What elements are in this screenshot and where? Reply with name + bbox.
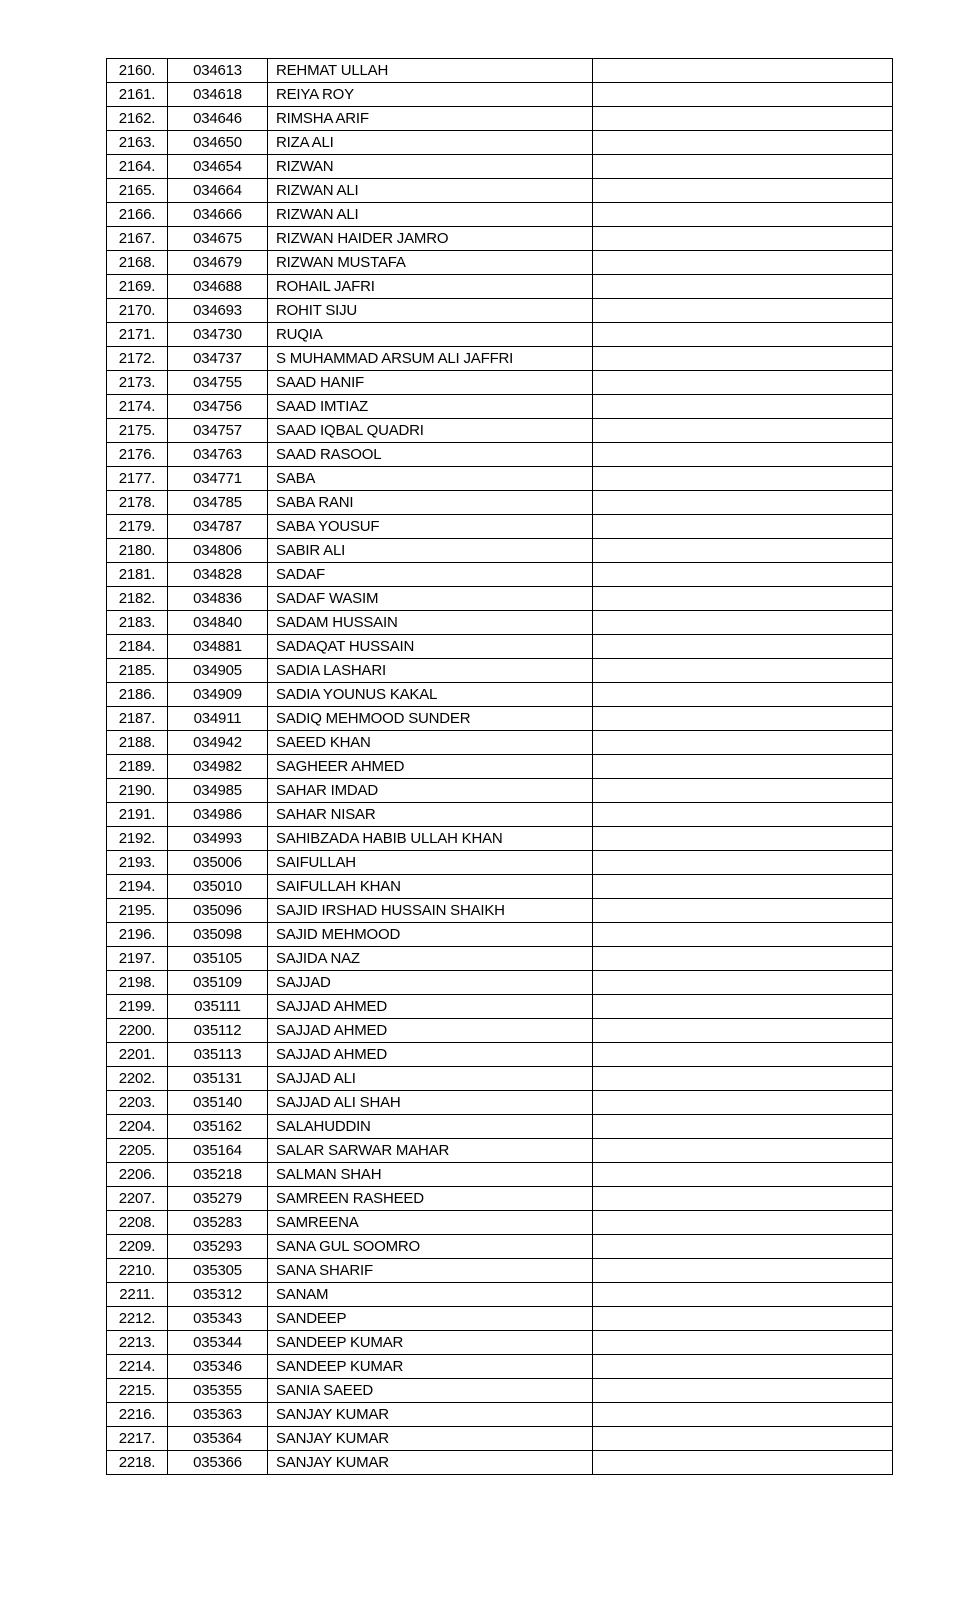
candidate-name-cell: RIZA ALI [268, 131, 593, 155]
table-row [107, 203, 893, 227]
candidate-name-cell: SADAF WASIM [268, 587, 593, 611]
serial-number-cell: 2185. [107, 659, 168, 683]
serial-number-cell: 2172. [107, 347, 168, 371]
table-row [107, 1259, 893, 1283]
candidate-name-cell: RIMSHA ARIF [268, 107, 593, 131]
roll-number-cell: 035096 [168, 899, 268, 923]
serial-number-cell: 2200. [107, 1019, 168, 1043]
roll-number-cell: 034909 [168, 683, 268, 707]
serial-number-cell: 2191. [107, 803, 168, 827]
candidate-name-cell: RIZWAN ALI [268, 203, 593, 227]
candidate-name-cell: SAJIDA NAZ [268, 947, 593, 971]
serial-number-cell: 2218. [107, 1451, 168, 1475]
table-row [107, 995, 893, 1019]
roll-number-cell: 034905 [168, 659, 268, 683]
candidate-name-cell: SAMREENA [268, 1211, 593, 1235]
roll-number-cell: 034613 [168, 59, 268, 83]
blank-cell [593, 179, 893, 203]
blank-cell [593, 1067, 893, 1091]
table-row [107, 971, 893, 995]
blank-cell [593, 1403, 893, 1427]
blank-cell [593, 347, 893, 371]
serial-number-cell: 2168. [107, 251, 168, 275]
table-row [107, 779, 893, 803]
roll-number-cell: 034664 [168, 179, 268, 203]
table-row [107, 539, 893, 563]
blank-cell [593, 1355, 893, 1379]
blank-cell [593, 1187, 893, 1211]
table-row [107, 707, 893, 731]
blank-cell [593, 203, 893, 227]
blank-cell [593, 1211, 893, 1235]
table-row [107, 83, 893, 107]
candidate-name-cell: SANAM [268, 1283, 593, 1307]
serial-number-cell: 2210. [107, 1259, 168, 1283]
table-row [107, 299, 893, 323]
blank-cell [593, 371, 893, 395]
serial-number-cell: 2188. [107, 731, 168, 755]
table-row [107, 1427, 893, 1451]
table-row [107, 947, 893, 971]
table-row [107, 635, 893, 659]
candidate-name-cell: SADAQAT HUSSAIN [268, 635, 593, 659]
blank-cell [593, 131, 893, 155]
serial-number-cell: 2174. [107, 395, 168, 419]
candidate-name-cell: SAJJAD AHMED [268, 995, 593, 1019]
serial-number-cell: 2192. [107, 827, 168, 851]
table-row [107, 1019, 893, 1043]
serial-number-cell: 2181. [107, 563, 168, 587]
roll-number-cell: 035112 [168, 1019, 268, 1043]
candidate-name-cell: SAEED KHAN [268, 731, 593, 755]
candidate-name-cell: SAJJAD ALI [268, 1067, 593, 1091]
serial-number-cell: 2187. [107, 707, 168, 731]
serial-number-cell: 2214. [107, 1355, 168, 1379]
blank-cell [593, 1307, 893, 1331]
blank-cell [593, 563, 893, 587]
candidate-name-cell: SAJID IRSHAD HUSSAIN SHAIKH [268, 899, 593, 923]
roll-number-cell: 034693 [168, 299, 268, 323]
candidate-name-cell: SAAD IQBAL QUADRI [268, 419, 593, 443]
serial-number-cell: 2167. [107, 227, 168, 251]
table-row [107, 1307, 893, 1331]
candidate-name-cell: SABA YOUSUF [268, 515, 593, 539]
roll-number-cell: 035346 [168, 1355, 268, 1379]
candidate-name-cell: SALAR SARWAR MAHAR [268, 1139, 593, 1163]
roll-number-cell: 034787 [168, 515, 268, 539]
serial-number-cell: 2169. [107, 275, 168, 299]
serial-number-cell: 2186. [107, 683, 168, 707]
roll-number-cell: 034911 [168, 707, 268, 731]
blank-cell [593, 1139, 893, 1163]
table-row [107, 587, 893, 611]
blank-cell [593, 1331, 893, 1355]
candidate-name-cell: ROHAIL JAFRI [268, 275, 593, 299]
roll-number-cell: 034771 [168, 467, 268, 491]
serial-number-cell: 2164. [107, 155, 168, 179]
serial-number-cell: 2184. [107, 635, 168, 659]
blank-cell [593, 707, 893, 731]
blank-cell [593, 323, 893, 347]
blank-cell [593, 467, 893, 491]
candidate-name-cell: SANJAY KUMAR [268, 1427, 593, 1451]
serial-number-cell: 2160. [107, 59, 168, 83]
blank-cell [593, 251, 893, 275]
roll-number-cell: 034881 [168, 635, 268, 659]
candidate-name-cell: SADIA YOUNUS KAKAL [268, 683, 593, 707]
blank-cell [593, 107, 893, 131]
table-row [107, 395, 893, 419]
serial-number-cell: 2202. [107, 1067, 168, 1091]
roll-number-cell: 034840 [168, 611, 268, 635]
table-row [107, 683, 893, 707]
candidate-name-cell: RIZWAN MUSTAFA [268, 251, 593, 275]
table-row [107, 1067, 893, 1091]
roll-number-cell: 035131 [168, 1067, 268, 1091]
table-row [107, 899, 893, 923]
candidate-name-cell: SANDEEP KUMAR [268, 1331, 593, 1355]
serial-number-cell: 2197. [107, 947, 168, 971]
candidate-name-cell: SABA [268, 467, 593, 491]
roll-number-cell: 035344 [168, 1331, 268, 1355]
candidate-name-cell: REHMAT ULLAH [268, 59, 593, 83]
blank-cell [593, 779, 893, 803]
blank-cell [593, 947, 893, 971]
roll-number-cell: 035010 [168, 875, 268, 899]
candidate-name-cell: SADAF [268, 563, 593, 587]
serial-number-cell: 2189. [107, 755, 168, 779]
blank-cell [593, 635, 893, 659]
table-row [107, 1235, 893, 1259]
table-row [107, 827, 893, 851]
candidate-name-cell: SANA SHARIF [268, 1259, 593, 1283]
roll-number-cell: 035098 [168, 923, 268, 947]
table-row [107, 875, 893, 899]
table-row [107, 443, 893, 467]
serial-number-cell: 2205. [107, 1139, 168, 1163]
candidate-name-cell: SAJJAD ALI SHAH [268, 1091, 593, 1115]
blank-cell [593, 275, 893, 299]
serial-number-cell: 2193. [107, 851, 168, 875]
blank-cell [593, 59, 893, 83]
table-row [107, 131, 893, 155]
blank-cell [593, 1163, 893, 1187]
serial-number-cell: 2215. [107, 1379, 168, 1403]
blank-cell [593, 227, 893, 251]
blank-cell [593, 83, 893, 107]
roll-number-cell: 035364 [168, 1427, 268, 1451]
blank-cell [593, 1091, 893, 1115]
roll-number-cell: 035366 [168, 1451, 268, 1475]
blank-cell [593, 659, 893, 683]
serial-number-cell: 2203. [107, 1091, 168, 1115]
table-row [107, 1091, 893, 1115]
roll-number-cell: 034755 [168, 371, 268, 395]
serial-number-cell: 2190. [107, 779, 168, 803]
roll-number-cell: 035343 [168, 1307, 268, 1331]
table-row [107, 419, 893, 443]
candidate-name-cell: ROHIT SIJU [268, 299, 593, 323]
candidate-name-cell: SAAD IMTIAZ [268, 395, 593, 419]
serial-number-cell: 2211. [107, 1283, 168, 1307]
roll-number-cell: 035140 [168, 1091, 268, 1115]
roll-number-cell: 035113 [168, 1043, 268, 1067]
blank-cell [593, 1235, 893, 1259]
blank-cell [593, 683, 893, 707]
roll-number-cell: 034688 [168, 275, 268, 299]
candidate-name-cell: RIZWAN HAIDER JAMRO [268, 227, 593, 251]
candidate-name-cell: SANDEEP KUMAR [268, 1355, 593, 1379]
serial-number-cell: 2162. [107, 107, 168, 131]
blank-cell [593, 1427, 893, 1451]
candidate-name-cell: SAIFULLAH [268, 851, 593, 875]
table-row [107, 923, 893, 947]
blank-cell [593, 1451, 893, 1475]
table-row [107, 851, 893, 875]
candidate-name-cell: SALAHUDDIN [268, 1115, 593, 1139]
blank-cell [593, 803, 893, 827]
candidate-name-cell: SAJJAD AHMED [268, 1043, 593, 1067]
roll-number-cell: 034836 [168, 587, 268, 611]
table-row [107, 659, 893, 683]
roll-number-cell: 034986 [168, 803, 268, 827]
table-row [107, 731, 893, 755]
roll-number-cell: 035109 [168, 971, 268, 995]
table-row [107, 275, 893, 299]
blank-cell [593, 539, 893, 563]
table-row [107, 251, 893, 275]
table-row [107, 1283, 893, 1307]
table-row [107, 1331, 893, 1355]
table-row [107, 563, 893, 587]
table-row [107, 1187, 893, 1211]
roll-number-cell: 035162 [168, 1115, 268, 1139]
serial-number-cell: 2213. [107, 1331, 168, 1355]
blank-cell [593, 923, 893, 947]
roll-number-cell: 034993 [168, 827, 268, 851]
table-row [107, 1451, 893, 1475]
candidate-name-cell: SANIA SAEED [268, 1379, 593, 1403]
roll-number-cell: 034730 [168, 323, 268, 347]
candidate-name-cell: S MUHAMMAD ARSUM ALI JAFFRI [268, 347, 593, 371]
serial-number-cell: 2208. [107, 1211, 168, 1235]
serial-number-cell: 2216. [107, 1403, 168, 1427]
table-row [107, 491, 893, 515]
roll-number-cell: 034785 [168, 491, 268, 515]
serial-number-cell: 2196. [107, 923, 168, 947]
serial-number-cell: 2166. [107, 203, 168, 227]
blank-cell [593, 611, 893, 635]
serial-number-cell: 2199. [107, 995, 168, 1019]
table-row [107, 611, 893, 635]
candidate-name-cell: SAAD HANIF [268, 371, 593, 395]
candidate-name-cell: SAHAR NISAR [268, 803, 593, 827]
blank-cell [593, 419, 893, 443]
candidate-name-cell: REIYA ROY [268, 83, 593, 107]
blank-cell [593, 587, 893, 611]
blank-cell [593, 1259, 893, 1283]
document-page [106, 58, 893, 1475]
blank-cell [593, 971, 893, 995]
serial-number-cell: 2175. [107, 419, 168, 443]
table-row [107, 1163, 893, 1187]
blank-cell [593, 827, 893, 851]
roll-number-cell: 035355 [168, 1379, 268, 1403]
roll-number-cell: 035363 [168, 1403, 268, 1427]
serial-number-cell: 2179. [107, 515, 168, 539]
blank-cell [593, 155, 893, 179]
blank-cell [593, 875, 893, 899]
serial-number-cell: 2163. [107, 131, 168, 155]
table-row [107, 755, 893, 779]
roll-number-cell: 034828 [168, 563, 268, 587]
candidate-name-cell: SAJJAD AHMED [268, 1019, 593, 1043]
roll-number-cell: 034757 [168, 419, 268, 443]
serial-number-cell: 2180. [107, 539, 168, 563]
candidate-name-cell: SADAM HUSSAIN [268, 611, 593, 635]
roll-number-cell: 035111 [168, 995, 268, 1019]
candidate-name-cell: RIZWAN [268, 155, 593, 179]
candidate-name-cell: SAHIBZADA HABIB ULLAH KHAN [268, 827, 593, 851]
roll-number-cell: 035279 [168, 1187, 268, 1211]
roll-number-cell: 034737 [168, 347, 268, 371]
serial-number-cell: 2170. [107, 299, 168, 323]
blank-cell [593, 299, 893, 323]
table-row [107, 179, 893, 203]
roll-number-cell: 034942 [168, 731, 268, 755]
roll-number-cell: 034679 [168, 251, 268, 275]
blank-cell [593, 1019, 893, 1043]
table-row [107, 1403, 893, 1427]
serial-number-cell: 2161. [107, 83, 168, 107]
serial-number-cell: 2194. [107, 875, 168, 899]
table-row [107, 347, 893, 371]
table-row [107, 371, 893, 395]
roll-number-cell: 034666 [168, 203, 268, 227]
table-row [107, 59, 893, 83]
roll-number-cell: 034650 [168, 131, 268, 155]
candidate-name-cell: SAAD RASOOL [268, 443, 593, 467]
candidate-name-cell: SAHAR IMDAD [268, 779, 593, 803]
roll-number-cell: 034985 [168, 779, 268, 803]
candidate-name-cell: RIZWAN ALI [268, 179, 593, 203]
table-row [107, 1355, 893, 1379]
blank-cell [593, 443, 893, 467]
roll-number-cell: 034654 [168, 155, 268, 179]
blank-cell [593, 395, 893, 419]
roll-number-cell: 034806 [168, 539, 268, 563]
blank-cell [593, 1283, 893, 1307]
blank-cell [593, 995, 893, 1019]
table-row [107, 107, 893, 131]
roll-number-cell: 035305 [168, 1259, 268, 1283]
serial-number-cell: 2178. [107, 491, 168, 515]
table-row [107, 227, 893, 251]
roster-table-body [107, 59, 893, 1475]
blank-cell [593, 515, 893, 539]
table-row [107, 515, 893, 539]
roll-number-cell: 035105 [168, 947, 268, 971]
serial-number-cell: 2182. [107, 587, 168, 611]
roll-number-cell: 034618 [168, 83, 268, 107]
table-row [107, 1211, 893, 1235]
serial-number-cell: 2212. [107, 1307, 168, 1331]
roll-number-cell: 034646 [168, 107, 268, 131]
table-row [107, 803, 893, 827]
table-row [107, 1379, 893, 1403]
candidate-name-cell: SAJID MEHMOOD [268, 923, 593, 947]
blank-cell [593, 755, 893, 779]
blank-cell [593, 899, 893, 923]
blank-cell [593, 851, 893, 875]
serial-number-cell: 2183. [107, 611, 168, 635]
roll-number-cell: 035283 [168, 1211, 268, 1235]
candidate-name-cell: SAGHEER AHMED [268, 755, 593, 779]
serial-number-cell: 2207. [107, 1187, 168, 1211]
serial-number-cell: 2195. [107, 899, 168, 923]
blank-cell [593, 1379, 893, 1403]
table-row [107, 1115, 893, 1139]
roll-number-cell: 034982 [168, 755, 268, 779]
serial-number-cell: 2177. [107, 467, 168, 491]
serial-number-cell: 2206. [107, 1163, 168, 1187]
roster-table [106, 58, 893, 1475]
candidate-name-cell: SANJAY KUMAR [268, 1403, 593, 1427]
table-row [107, 155, 893, 179]
candidate-name-cell: SAMREEN RASHEED [268, 1187, 593, 1211]
candidate-name-cell: SABA RANI [268, 491, 593, 515]
serial-number-cell: 2204. [107, 1115, 168, 1139]
table-row [107, 1043, 893, 1067]
roll-number-cell: 035218 [168, 1163, 268, 1187]
roll-number-cell: 035293 [168, 1235, 268, 1259]
table-row [107, 467, 893, 491]
serial-number-cell: 2201. [107, 1043, 168, 1067]
candidate-name-cell: SAJJAD [268, 971, 593, 995]
candidate-name-cell: SADIQ MEHMOOD SUNDER [268, 707, 593, 731]
roll-number-cell: 034756 [168, 395, 268, 419]
serial-number-cell: 2198. [107, 971, 168, 995]
roll-number-cell: 034675 [168, 227, 268, 251]
candidate-name-cell: SABIR ALI [268, 539, 593, 563]
roll-number-cell: 035006 [168, 851, 268, 875]
serial-number-cell: 2171. [107, 323, 168, 347]
serial-number-cell: 2209. [107, 1235, 168, 1259]
serial-number-cell: 2176. [107, 443, 168, 467]
candidate-name-cell: SAIFULLAH KHAN [268, 875, 593, 899]
table-row [107, 1139, 893, 1163]
serial-number-cell: 2165. [107, 179, 168, 203]
candidate-name-cell: RUQIA [268, 323, 593, 347]
blank-cell [593, 731, 893, 755]
roll-number-cell: 035312 [168, 1283, 268, 1307]
candidate-name-cell: SANA GUL SOOMRO [268, 1235, 593, 1259]
candidate-name-cell: SANJAY KUMAR [268, 1451, 593, 1475]
blank-cell [593, 1115, 893, 1139]
table-row [107, 323, 893, 347]
blank-cell [593, 491, 893, 515]
serial-number-cell: 2217. [107, 1427, 168, 1451]
candidate-name-cell: SALMAN SHAH [268, 1163, 593, 1187]
roll-number-cell: 034763 [168, 443, 268, 467]
roll-number-cell: 035164 [168, 1139, 268, 1163]
candidate-name-cell: SANDEEP [268, 1307, 593, 1331]
blank-cell [593, 1043, 893, 1067]
candidate-name-cell: SADIA LASHARI [268, 659, 593, 683]
serial-number-cell: 2173. [107, 371, 168, 395]
